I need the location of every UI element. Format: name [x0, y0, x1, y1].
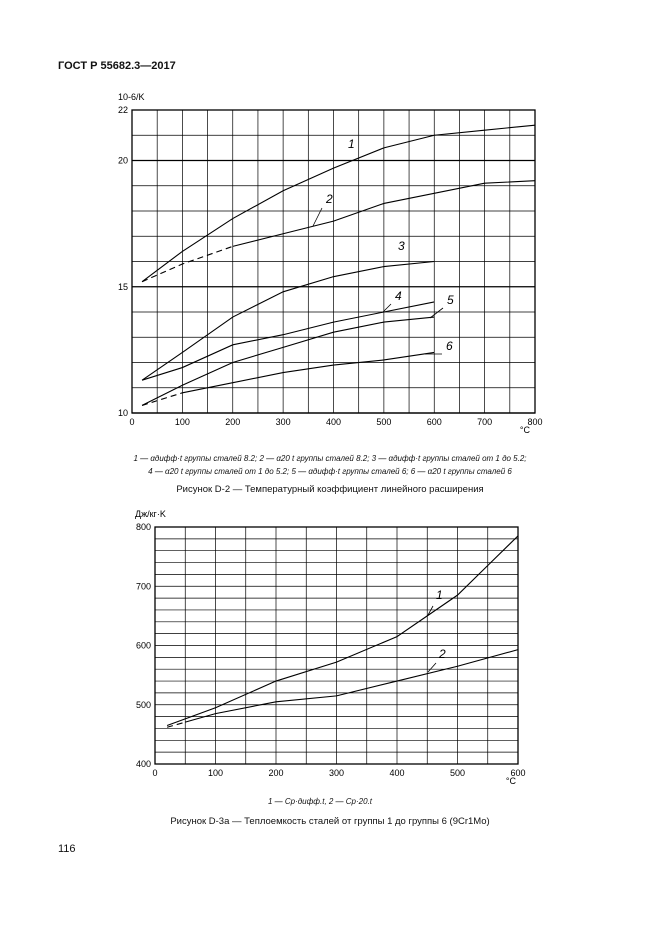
x-tick-label: 700 — [477, 417, 493, 427]
x-tick-label: 400 — [389, 768, 405, 778]
figure1-caption: Рисунок D-2 — Температурный коэффициент линейного расширения — [176, 484, 484, 495]
figure1-legend-line2: 4 — α20 t группы сталей от 1 до 5.2; 5 — αдифф·t группы сталей 6; 6 — α20 t группы сталей 6 — [148, 467, 512, 476]
series-line-1 — [167, 536, 518, 726]
x-tick-label: 500 — [376, 417, 392, 427]
x-tick-label: 100 — [207, 768, 224, 778]
series-label-3: 3 — [398, 239, 405, 253]
x-axis-unit: °C — [505, 776, 516, 786]
series-label-2: 2 — [439, 647, 446, 661]
x-tick-label: 400 — [325, 417, 342, 427]
series-label-5: 5 — [447, 293, 454, 307]
figure2-caption: Рисунок D-3а — Теплоемкость сталей от группы 1 до группы 6 (9Cr1Mo) — [170, 816, 490, 827]
x-tick-label: 300 — [275, 417, 291, 427]
y-tick-label: 20 — [117, 155, 128, 166]
y-tick-label: 500 — [135, 699, 151, 710]
y-tick-label: 22 — [117, 105, 128, 115]
x-tick-label: 300 — [328, 768, 345, 778]
x-tick-label: 200 — [225, 417, 241, 427]
x-tick-label: 600 — [426, 417, 442, 427]
series-label-6: 6 — [446, 339, 453, 353]
x-tick-label: 200 — [268, 768, 284, 778]
x-tick-label: 500 — [449, 768, 466, 778]
series-line-dashed-2 — [142, 246, 233, 281]
figure1-legend-line1: 1 — αдифф·t группы сталей 8.2; 2 — α20 t группы сталей 8.2; 3 — αдифф·t группы сталей от 1 до 5.2; — [133, 454, 527, 463]
series-line-1 — [142, 125, 535, 282]
x-tick-label: 800 — [527, 417, 543, 427]
series-leader-2 — [428, 663, 436, 672]
series-label-1: 1 — [348, 137, 355, 151]
y-tick-label: 15 — [117, 281, 128, 292]
x-axis-unit: °C — [519, 425, 530, 435]
series-leader-5 — [430, 308, 443, 318]
series-label-1: 1 — [436, 588, 443, 602]
x-tick-label: 100 — [174, 417, 190, 427]
y-axis-label: 10-6/K — [118, 92, 145, 102]
x-tick-label: 0 — [129, 417, 135, 427]
y-tick-label: 800 — [135, 522, 151, 532]
y-tick-label: 700 — [135, 581, 151, 592]
series-line-2 — [185, 650, 518, 723]
y-tick-label: 400 — [135, 759, 151, 769]
document-header: ГОСТ Р 55682.3—2017 — [58, 60, 176, 72]
y-tick-label: 600 — [135, 640, 151, 651]
series-line-dashed-6 — [142, 393, 182, 406]
x-tick-label: 0 — [152, 768, 158, 778]
y-tick-label: 10 — [117, 408, 128, 418]
y-axis-label: Дж/кг·K — [135, 509, 166, 519]
page-number: 116 — [58, 843, 76, 855]
series-label-2: 2 — [326, 192, 333, 206]
series-label-4: 4 — [395, 289, 402, 303]
figure1-legend — [110, 452, 550, 478]
figure2-legend: 1 — Cp·дифф.t, 2 — Cp·20.t — [267, 797, 373, 806]
series-line-4 — [142, 302, 434, 380]
x-tick-label: 600 — [510, 768, 526, 778]
